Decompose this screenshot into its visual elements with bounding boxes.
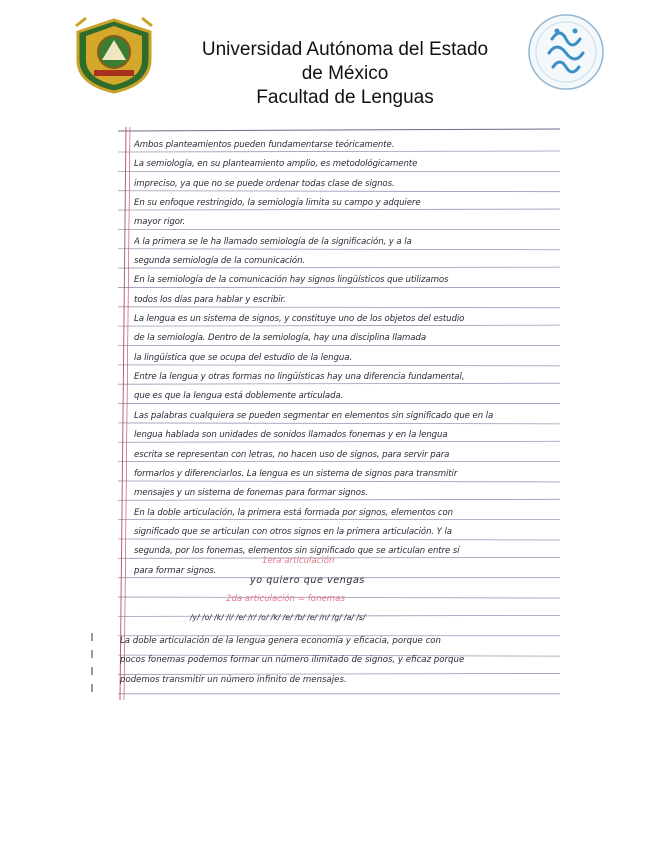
closing-line: podemos transmitir un número infinito de mensajes.	[120, 674, 347, 685]
top-rule-line	[118, 129, 560, 131]
note-line: todos los días para hablar y escribir.	[134, 294, 286, 305]
note-line: formarlos y diferenciarlos. La lengua es un sistema de signos para transmitir	[134, 468, 458, 479]
closing-line: La doble articulación de la lengua genera economía y eficacia, porque con	[120, 636, 441, 646]
faculty-emblem-logo	[527, 13, 605, 91]
second-articulation-label: 2da articulación = fonemas	[226, 594, 345, 604]
header-line-3: Facultad de Lenguas	[256, 87, 434, 108]
note-line: En la doble articulación, la primera está formada por signos, elementos con	[134, 507, 453, 518]
note-line: mensajes y un sistema de fonemas para formar signos.	[134, 488, 368, 499]
note-line: segunda, por los fonemas, elementos sin significado que se articulan entre sí	[134, 546, 460, 557]
note-line: En su enfoque restringido, la semiología limita su campo y adquiere	[134, 198, 421, 209]
note-line: de la semiología. Dentro de la semiología, hay una disciplina llamada	[134, 333, 426, 344]
note-line: lengua hablada son unidades de sonidos llamados fonemas y en la lengua	[134, 430, 448, 441]
header-line-1: Universidad Autónoma del Estado	[201, 39, 489, 60]
note-line: Ambos planteamientos pueden fundamentarse teóricamente.	[134, 140, 395, 150]
note-line: A la primera se le ha llamado semiología de la significación, y a la	[134, 236, 412, 247]
note-line: que es que la lengua está doblemente articulada.	[134, 391, 344, 402]
note-line: para formar signos.	[134, 565, 217, 576]
handwritten-notes	[134, 136, 564, 581]
note-line: escrita se representan con letras, no hacen uso de signos, para servir para	[134, 449, 450, 460]
note-line: En la semiología de la comunicación hay signos lingüísticos que utilizamos	[134, 275, 449, 286]
first-articulation-label: 1era articulación	[262, 556, 335, 566]
closing-notes	[120, 632, 560, 690]
document-header	[160, 38, 530, 110]
note-line: impreciso, ya que no se puede ordenar todas clase de signos.	[134, 178, 395, 189]
example-sentence: yo quiero que vengas	[250, 575, 365, 586]
note-line: significado que se articulan con otros signos en la primera articulación. Y la	[134, 526, 452, 537]
note-line: Entre la lengua y otras formas no lingüísticas hay una diferencia fundamental,	[134, 372, 465, 383]
phonetic-transcription: /y/ /o/ /k/ /i/ /e/ /r/ /o/ /k/ /e/ /b/ /e/ /n/ /g/ /a/ /s/	[190, 613, 366, 622]
note-line: La semiología, en su planteamiento amplio, es metodológicamente	[134, 159, 418, 170]
note-line: La lengua es un sistema de signos, y constituye uno de los objetos del estudio	[134, 314, 465, 325]
note-line: mayor rigor.	[134, 217, 186, 228]
note-line: la lingüística que se ocupa del estudio de la lengua.	[134, 352, 353, 363]
header-line-2: de México	[301, 63, 389, 84]
note-line: Las palabras cualquiera se pueden segmentar en elementos sin significado que en la	[134, 410, 494, 421]
note-line: segunda semiología de la comunicación.	[134, 256, 306, 267]
university-crest-logo	[72, 14, 156, 94]
closing-line: pocos fonemas podemos formar un número ilimitado de signos, y eficaz porque	[120, 655, 465, 666]
